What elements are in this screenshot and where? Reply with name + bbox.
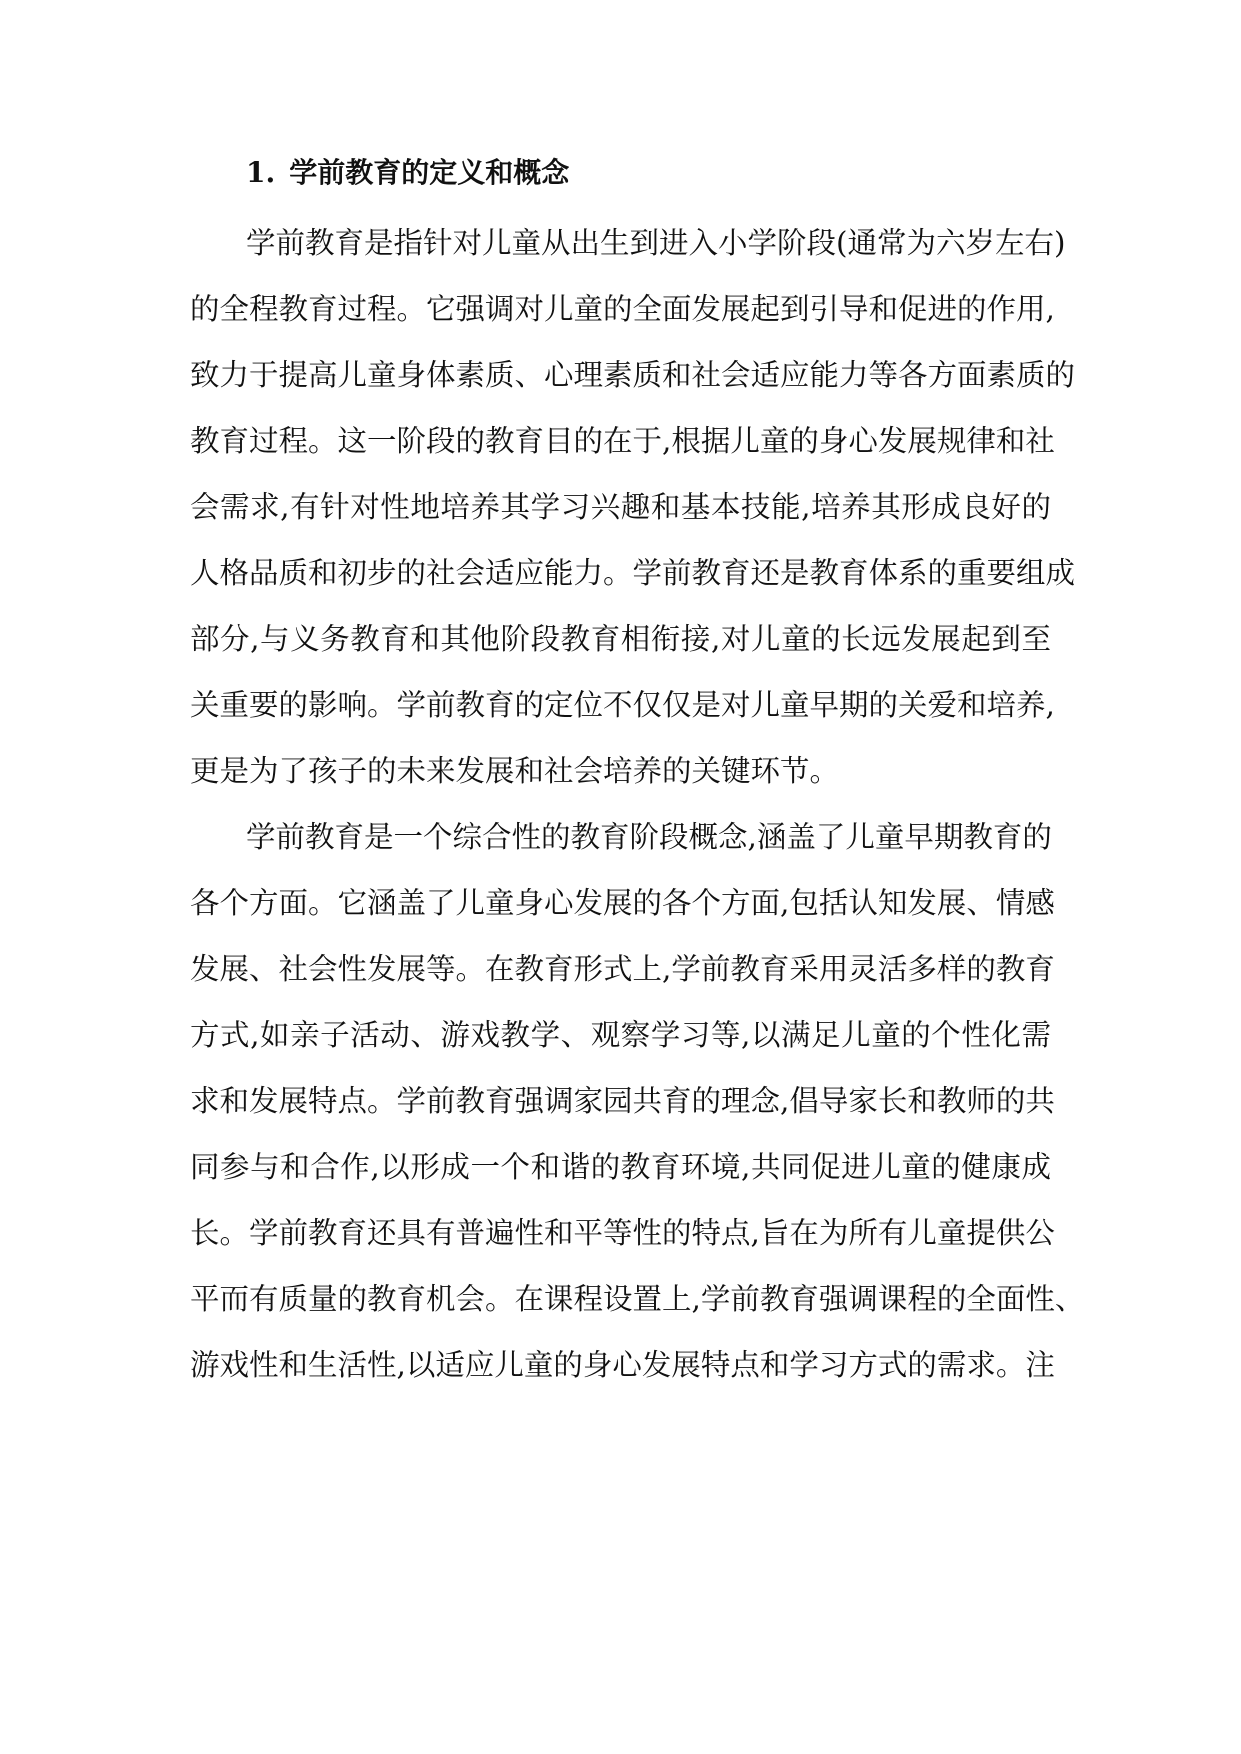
paragraph-2-line-9: 游戏性和生活性,以适应儿童的身心发展特点和学习方式的需求。注 xyxy=(190,1348,1055,1382)
paragraph-2-line-3: 发展、社会性发展等。在教育形式上,学前教育采用灵活多样的教育 xyxy=(190,952,1055,986)
paragraph-1-line-4: 教育过程。这一阶段的教育目的在于,根据儿童的身心发展规律和社 xyxy=(190,424,1055,458)
paragraph-2-line-7: 长。学前教育还具有普遍性和平等性的特点,旨在为所有儿童提供公 xyxy=(190,1216,1055,1250)
paragraph-1-line-9: 更是为了孩子的未来发展和社会培养的关键环节。 xyxy=(190,754,840,788)
paragraph-1-line-8: 关重要的影响。学前教育的定位不仅仅是对儿童早期的关爱和培养, xyxy=(190,688,1055,722)
paragraph-2-line-4: 方式,如亲子活动、游戏教学、观察学习等,以满足儿童的个性化需 xyxy=(190,1018,1051,1052)
section-number: 1. xyxy=(246,156,276,189)
paragraph-1-line-1: 学前教育是指针对儿童从出生到进入小学阶段(通常为六岁左右) xyxy=(246,226,1066,260)
section-heading xyxy=(246,148,569,198)
paragraph-2-line-5: 求和发展特点。学前教育强调家园共育的理念,倡导家长和教师的共 xyxy=(190,1084,1055,1118)
paragraph-2-line-6: 同参与和合作,以形成一个和谐的教育环境,共同促进儿童的健康成 xyxy=(190,1150,1051,1184)
paragraph-1-line-3: 致力于提高儿童身体素质、心理素质和社会适应能力等各方面素质的 xyxy=(190,358,1076,392)
paragraph-1-line-2: 的全程教育过程。它强调对儿童的全面发展起到引导和促进的作用, xyxy=(190,292,1055,326)
paragraph-2-line-2: 各个方面。它涵盖了儿童身心发展的各个方面,包括认知发展、情感 xyxy=(190,886,1055,920)
paragraph-1-line-7: 部分,与义务教育和其他阶段教育相衔接,对儿童的长远发展起到至 xyxy=(190,622,1051,656)
paragraph-2-line-1: 学前教育是一个综合性的教育阶段概念,涵盖了儿童早期教育的 xyxy=(246,820,1052,854)
paragraph-1-line-5: 会需求,有针对性地培养其学习兴趣和基本技能,培养其形成良好的 xyxy=(190,490,1051,524)
paragraph-2-line-8: 平而有质量的教育机会。在课程设置上,学前教育强调课程的全面性、 xyxy=(190,1282,1085,1316)
paragraph-1-line-6: 人格品质和初步的社会适应能力。学前教育还是教育体系的重要组成 xyxy=(190,556,1076,590)
section-title: 学前教育的定义和概念 xyxy=(289,156,570,189)
